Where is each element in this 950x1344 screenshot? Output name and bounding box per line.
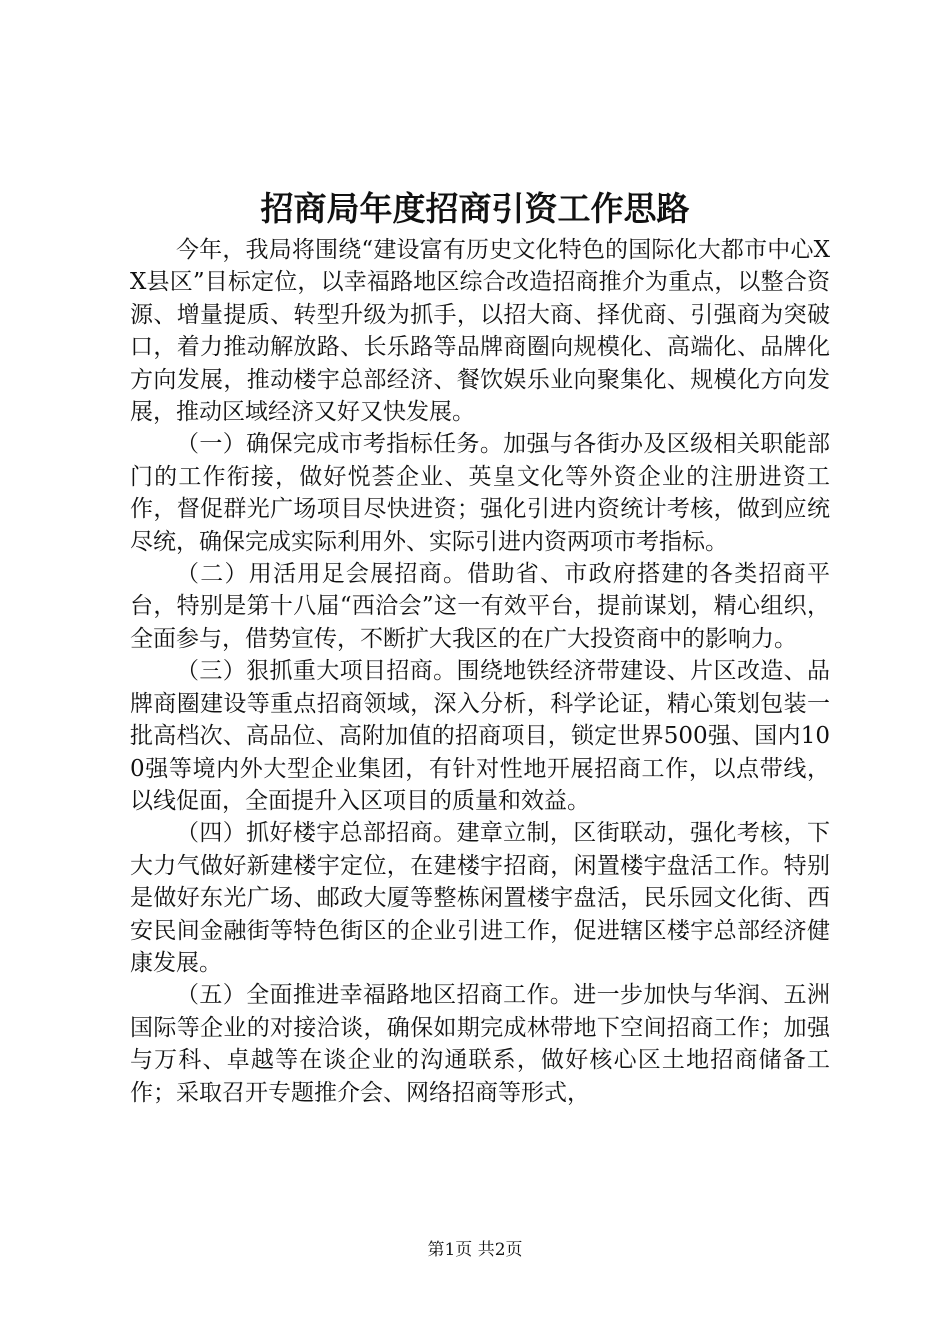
paragraph-section-3: （三）狠抓重大项目招商。围绕地铁经济带建设、片区改造、品牌商圈建设等重点招商领域，深入分析，科学论证，精心策划包装一批高档次、高品位、高附加值的招商项目，锁定世界500强、国内100强等境内外大型企业集团，有针对性地开展招商工作，以点带线，以线促面，全面提升入区项目的质量和效益。 <box>130 658 830 814</box>
paragraph-intro: 今年，我局将围绕“建设富有历史文化特色的国际化大都市中心XX县区”目标定位，以幸福路地区综合改造招商推介为重点，以整合资源、增量提质、转型升级为抓手，以招大商、择优商、引强商为突破口，着力推动解放路、长乐路等品牌商圈向规模化、高端化、品牌化方向发展，推动楼宇总部经济、餐饮娱乐业向聚集化、规模化方向发展，推动区域经济又好又快发展。 <box>130 237 830 426</box>
document-title: 招商局年度招商引资工作思路 <box>260 189 690 228</box>
paragraph-section-1: （一）确保完成市考指标任务。加强与各街办及区级相关职能部门的工作衔接，做好悦荟企业、英皇文化等外资企业的注册进资工作，督促群光广场项目尽快进资；强化引进内资统计考核，做到应统尽统，确保完成实际利用外、实际引进内资两项市考指标。 <box>130 431 830 555</box>
page-indicator: 第1页 共2页 <box>427 1240 523 1260</box>
document-body <box>130 234 830 1109</box>
paragraph-section-4: （四）抓好楼宇总部招商。建章立制，区街联动，强化考核，下大力气做好新建楼宇定位，在建楼宇招商，闲置楼宇盘活工作。特别是做好东光广场、邮政大厦等整栋闲置楼宇盘活，民乐园文化街、西安民间金融街等特色街区的企业引进工作，促进辖区楼宇总部经济健康发展。 <box>130 820 830 976</box>
paragraph-section-2: （二）用活用足会展招商。借助省、市政府搭建的各类招商平台，特别是第十八届“西洽会”这一有效平台，提前谋划，精心组织，全面参与，借势宣传，不断扩大我区的在广大投资商中的影响力。 <box>130 561 830 652</box>
paragraph-section-5: （五）全面推进幸福路地区招商工作。进一步加快与华润、五洲国际等企业的对接洽谈，确保如期完成林带地下空间招商工作；加强与万科、卓越等在谈企业的沟通联系，做好核心区土地招商储备工作；采取召开专题推介会、网络招商等形式， <box>130 982 830 1106</box>
